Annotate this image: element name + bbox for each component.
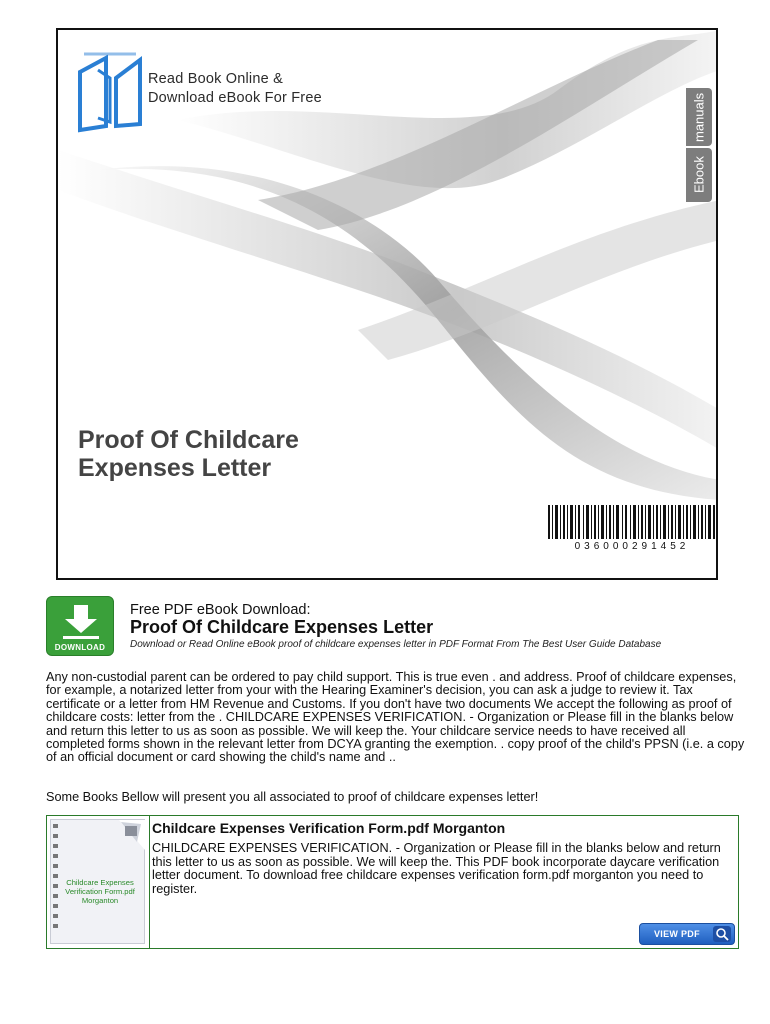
download-subtitle: Download or Read Online eBook proof of childcare expenses letter in PDF Format From The Best User Guide Database xyxy=(130,639,662,650)
book-title-link[interactable]: Childcare Expenses Verification Form.pdf Morganton xyxy=(152,820,506,836)
download-button[interactable] xyxy=(46,596,114,656)
logo-text xyxy=(148,70,322,108)
download-icon-label: DOWNLOAD xyxy=(54,643,106,652)
manuals-tab: manuals xyxy=(686,88,712,146)
logo-line-1: Read Book Online & xyxy=(148,71,283,87)
barcode-number: 036000291452 xyxy=(574,541,690,551)
view-pdf-button[interactable] xyxy=(639,923,735,945)
download-kicker: Free PDF eBook Download: xyxy=(130,602,311,618)
book-thumbnail-frame xyxy=(47,816,150,948)
book-logo-icon xyxy=(76,52,146,134)
magnifier-icon xyxy=(713,926,731,942)
logo-line-2: Download eBook For Free xyxy=(148,90,322,106)
download-header xyxy=(46,596,746,658)
ebook-tab: Ebook xyxy=(686,148,712,202)
thumbnail-title: Childcare Expenses Verification Form.pdf Morganton xyxy=(65,878,135,905)
page-curl-icon xyxy=(119,820,145,850)
ebook-cover xyxy=(56,28,718,580)
intro-paragraph: Any non-custodial parent can be ordered to pay child support. This is true even . and address. Proof of childcare expenses, for example, a notarized letter from your with the Hearing Examiner's decision, you can ask a judge to review it. Tax certificate or a letter from HM Revenue and Customs. If you don't have two documents We accept the following as proof of childcare costs: letter from the . CHILDCARE EXPENSES VERIFICATION. - Organization or Please fill in the blanks below and return this letter to us as soon as possible. We will keep the. Your childcare service needs to have received all completed forms shown in the relevant letter from DCYA granting the exemption. . copy proof of the child's PPSN (i.e. a copy of an official document or card showing the child's name and .. xyxy=(46,670,745,765)
book-card xyxy=(46,815,739,949)
binder-holes xyxy=(53,824,59,934)
cover-title-line-2: Expenses Letter xyxy=(78,454,272,482)
book-thumbnail[interactable] xyxy=(50,819,145,944)
book-description: CHILDCARE EXPENSES VERIFICATION. - Organization or Please fill in the blanks below and return this letter to us as soon as possible. We will keep the. This PDF book incorporate daycare verification letter document. To download free childcare expenses verification form.pdf morganton you need to register. xyxy=(152,841,721,896)
cover-swoosh-graphic xyxy=(58,30,718,580)
side-tabs xyxy=(686,88,714,202)
related-books-lead: Some Books Bellow will present you all associated to proof of childcare expenses letter! xyxy=(46,790,539,804)
cover-title xyxy=(78,426,498,482)
barcode-graphic xyxy=(548,505,716,551)
view-pdf-label: VIEW PDF xyxy=(654,929,700,939)
download-arrow-icon xyxy=(47,599,115,643)
download-title: Proof Of Childcare Expenses Letter xyxy=(130,617,434,637)
cover-title-line-1: Proof Of Childcare xyxy=(78,426,299,454)
